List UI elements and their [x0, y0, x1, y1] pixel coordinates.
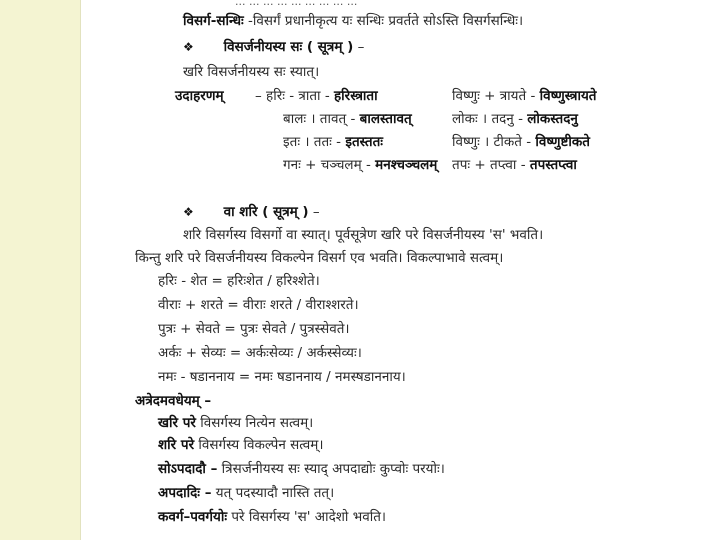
- visarga-sandhi-definition: [183, 12, 523, 30]
- note-item-1: खरि परे विसर्गस्य नित्येन सत्वम्।: [158, 415, 314, 431]
- example-right-4: तपः + तप्त्वा - तपस्तप्त्वा: [452, 157, 577, 173]
- example-left-3: इतः । ततः - इतस्ततः: [283, 134, 384, 150]
- diamond-bullet-icon: ❖: [183, 40, 194, 54]
- sutra2-example-4: अर्कः + सेव्यः = अर्कःसेव्यः / अर्कस्सेव्यः।: [158, 345, 362, 361]
- sutra-heading-1: [183, 38, 364, 56]
- note-item-5: कवर्ग–पवर्गयोः परे विसर्गस्य 'स' आदेशो भवति।: [158, 509, 387, 525]
- sutra2-example-2: वीराः + शरते = वीराः शरते / वीराश्शरते।: [158, 297, 359, 313]
- example-left-1: – हरिः - त्राता - हरिस्त्राता: [255, 88, 378, 104]
- sutra-rule-1: खरि विसर्जनीयस्य सः स्यात्।: [183, 64, 320, 80]
- note-heading: अत्रेदमवधेयम् –: [135, 393, 212, 409]
- diamond-bullet-icon: ❖: [183, 205, 194, 219]
- cropped-top-line: ... ... ... ... ... ... ... ... ...: [235, 0, 358, 8]
- sutra-title-2-dash: –: [308, 204, 320, 220]
- example-left-4: गनः + चञ्चलम् - मनश्चञ्चलम्: [283, 157, 438, 173]
- sutra-heading-2: [183, 203, 320, 221]
- sutra2-example-5: नमः - षडाननाय = नमः षडाननाय / नमस्षडाननाय।: [158, 369, 406, 385]
- sutra-title-1-dash: –: [353, 39, 365, 55]
- visarga-sandhi-text: -विसर्गं प्रधानीकृत्य यः सन्धिः प्रवर्तते सोऽस्ति विसर्गसन्धिः।: [243, 13, 524, 29]
- example-right-3: विष्णुः । टीकते - विष्णुष्टीकते: [452, 134, 590, 150]
- example-right-2: लोकः । तदनु - लोकस्तदनु: [452, 111, 578, 127]
- example-left-2: बालः । तावत् - बालस्तावत्: [283, 111, 412, 127]
- sutra-title-1: विसर्जनीयस्य सः ( सूत्रम् ): [223, 39, 354, 55]
- examples-label: उदाहरणम्: [175, 88, 224, 104]
- sutra-explanation-line-2: किन्तु शरि परे विसर्जनीयस्य विकल्पेन विसर्ग एव भवति। विकल्पाभावे सत्वम्।: [135, 250, 504, 266]
- note-item-4: अपदादिः – यत् पदस्यादौ नास्ति तत्।: [158, 485, 335, 501]
- sutra2-example-1: हरिः - शेत = हरिःशेत / हरिश्शेते।: [158, 273, 320, 289]
- sutra-title-2: वा शरि ( सूत्रम् ): [223, 204, 309, 220]
- note-item-3: सोऽपदादौ – त्रिसर्जनीयस्य सः स्याद् अपदाद्योः कुप्वोः परयोः।: [158, 461, 445, 477]
- sutra-explanation-line-1: शरि विसर्गस्य विसर्गो वा स्यात्। पूर्वसूत्रेण खरि परे विसर्जनीयस्य 'स' भवति।: [183, 227, 544, 243]
- sutra2-example-3: पुत्रः + सेवते = पुत्रः सेवते / पुत्रस्सेवते।: [158, 321, 350, 337]
- note-item-2: शरि परे विसर्गस्य विकल्पेन सत्वम्।: [158, 437, 324, 453]
- example-right-1: विष्णुः + त्रायते - विष्णुस्त्रायते: [452, 88, 597, 104]
- visarga-sandhi-term: विसर्ग-सन्धिः: [183, 13, 244, 29]
